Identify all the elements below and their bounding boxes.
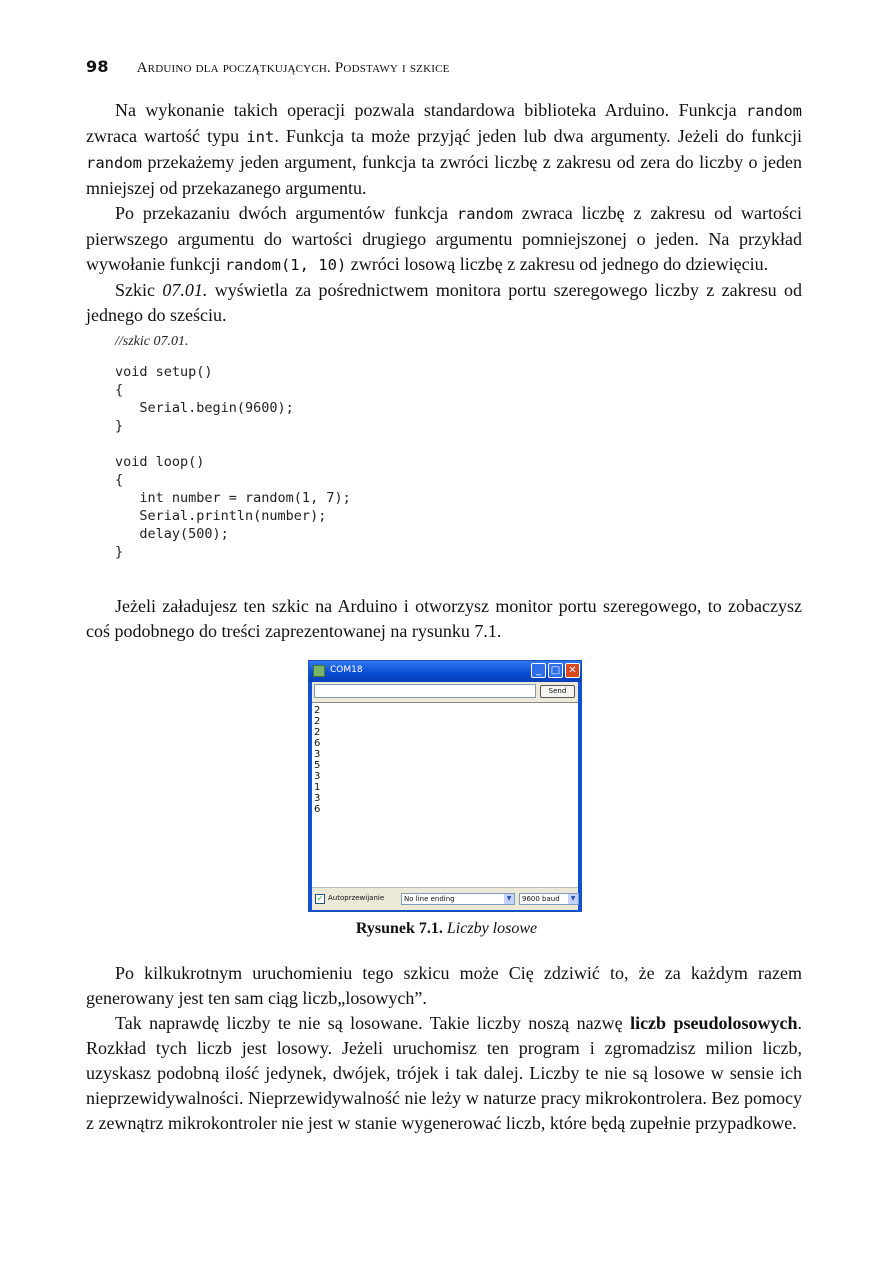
figure-title: Liczby losowe xyxy=(446,920,538,937)
serial-monitor-window xyxy=(308,660,582,912)
output-lines xyxy=(314,705,320,815)
figure-caption xyxy=(0,920,893,938)
code-line: int number = random(1, 7); xyxy=(115,490,351,506)
paragraph-same-sequence: Po kilkukrotnym uruchomieniu tego szkicu może Cię zdziwić to, że za każdym razem generowany jest ten sam ciąg liczb„losowych”. xyxy=(86,963,802,1008)
output-line: 3 xyxy=(314,793,321,804)
code-line: void loop() xyxy=(115,454,205,470)
app-icon xyxy=(313,665,325,677)
code-line: Serial.begin(9600); xyxy=(115,400,294,416)
page-header xyxy=(86,57,450,77)
output-line: 2 xyxy=(314,727,321,738)
figure-intro-text xyxy=(86,594,802,644)
code-listing xyxy=(115,333,351,561)
output-line: 5 xyxy=(314,760,321,771)
paragraph-random-two-args: Po przekazaniu dwóch argumentów funkcja random zwraca liczbę z zakresu od wartości pierwszego argumentu do wartości drugiego argumentu pomniejszonej o jeden. Na przykład wywołanie funkcji random(1, 10) zwróci losową liczbę z zakresu od jednego do dziewięciu. xyxy=(86,203,803,274)
line-ending-select[interactable] xyxy=(401,893,515,905)
code-inline: random xyxy=(86,154,142,172)
serial-output[interactable] xyxy=(312,702,578,888)
code-line: void setup() xyxy=(115,364,213,380)
closing-text xyxy=(86,961,802,1136)
code-inline: random xyxy=(456,205,513,223)
paragraph-random-intro: Na wykonanie takich operacji pozwala standardowa biblioteka Arduino. Funkcja random zwraca wartość typu int. Funkcja ta może przyjąć jeden lub dwa argumenty. Jeżeli do funkcji random przekażemy jeden argument, funkcja ta zwróci liczbę z zakresu od zera do liczby o jeden mniejszej od przekazanego argumentu. xyxy=(86,100,802,198)
close-button[interactable]: ✕ xyxy=(565,663,580,678)
minimize-button[interactable]: _ xyxy=(531,663,546,678)
output-line: 2 xyxy=(314,716,321,727)
code-line xyxy=(115,435,351,453)
code-line: { xyxy=(115,472,124,488)
output-line: 1 xyxy=(314,782,321,793)
autoscroll-checkbox[interactable]: ✓ xyxy=(316,894,324,903)
chevron-down-icon: ▼ xyxy=(504,894,514,904)
autoscroll-label[interactable]: Autoprzewijanie xyxy=(328,894,385,902)
code-line: Serial.println(number); xyxy=(115,508,327,524)
line-ending-value: No line ending xyxy=(404,895,455,903)
code-comment: //szkic 07.01. xyxy=(115,334,189,349)
code-inline: int xyxy=(246,128,275,146)
running-title: Arduino dla początkujących. Podstawy i szkice xyxy=(136,60,450,76)
paragraph-figure-ref: Jeżeli załadujesz ten szkic na Arduino i otworzysz monitor portu szeregowego, to zobaczysz coś podobnego do treści zaprezentowanej na rysunku 7.1. xyxy=(86,596,802,641)
serial-monitor-client xyxy=(312,682,578,910)
baud-value: 9600 baud xyxy=(522,895,560,903)
paragraph-pseudorandom: Tak naprawdę liczby te nie są losowane. Takie liczby noszą nazwę liczb pseudolosowych. Rozkład tych liczb jest losowy. Jeżeli uruchomisz ten program i zgromadzisz milion liczb, uzyskasz podobną ilość jedynek, dwójek, trójek i tak dalej. Liczby te nie są losowe w sensie ich nieprzewidywalności. Nieprzewidywalność nie leży w naturze pracy mikrokontrolera. Bez pomocy z zewnątrz mikrokontroler nie jest w stanie wygenerować liczb, które będą zupełnie przypadkowe. xyxy=(86,1013,803,1133)
output-line: 3 xyxy=(314,771,321,782)
chevron-down-icon: ▼ xyxy=(568,894,578,904)
code-inline: random(1, 10) xyxy=(224,256,347,274)
maximize-button[interactable]: □ xyxy=(548,663,563,678)
page-number: 98 xyxy=(86,57,109,76)
paragraph-sketch-intro: Szkic 07.01. wyświetla za pośrednictwem monitora portu szeregowego liczby z zakresu od jednego do sześciu. xyxy=(86,280,802,325)
window-title: COM18 xyxy=(330,665,363,675)
output-line: 3 xyxy=(314,749,321,760)
output-line: 6 xyxy=(314,804,321,815)
bold-term: liczb pseudolosowych xyxy=(630,1013,798,1033)
send-input[interactable] xyxy=(314,684,536,698)
send-button[interactable]: Send xyxy=(540,685,575,698)
figure-label: Rysunek 7.1. xyxy=(355,920,443,937)
code-line: delay(500); xyxy=(115,526,229,542)
code-line: } xyxy=(115,418,124,434)
code-line: } xyxy=(115,544,124,560)
status-bar xyxy=(312,889,578,909)
output-line: 6 xyxy=(314,738,321,749)
output-line: 2 xyxy=(314,705,321,716)
baud-select[interactable] xyxy=(519,893,579,905)
window-titlebar[interactable] xyxy=(309,661,581,682)
code-line: { xyxy=(115,382,124,398)
intro-text xyxy=(86,98,802,328)
code-inline: random xyxy=(746,102,802,120)
